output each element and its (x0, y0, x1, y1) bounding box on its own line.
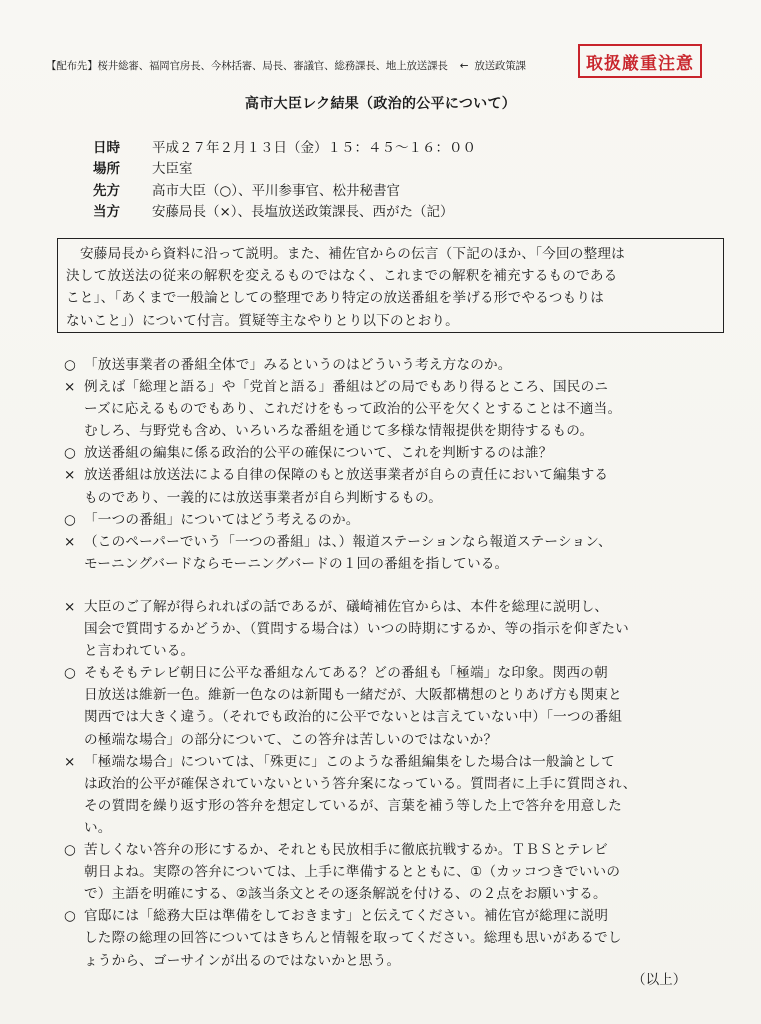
qa-item (64, 442, 724, 464)
qa-item (64, 751, 724, 839)
summary-line: こと」、「あくまで一般論としての整理であり特定の放送番組を挙げる形でやるつもりは (66, 290, 605, 307)
qa-line: 例えば「総理と語る」や「党首と語る」番組はどの局でもあり得るところ、国民のニ (84, 379, 609, 396)
meta-label: 場所 (93, 161, 120, 178)
distribution-header (46, 58, 526, 73)
qa-item (64, 376, 724, 442)
minister-marker: ○ (64, 665, 77, 682)
qa-text (84, 905, 724, 971)
minister-marker: ○ (64, 842, 77, 859)
qa-text (84, 509, 724, 531)
qa-text (84, 376, 724, 442)
meta-label: 当方 (93, 203, 120, 220)
qa-line: 官邸には「総務大臣は準備をしておきます」と伝えてください。補佐官が総理に説明 (84, 908, 609, 925)
summary-line: 決して放送法の従来の解釈を変えるものではなく、これまでの解釈を補充するものである (66, 268, 618, 285)
document-title: 高市大臣レク結果（政治的公平について） (244, 96, 517, 112)
qa-line: ーズに応えるものでもあり、これだけをもって政治的公平を欠くとすることは不適当。 (84, 401, 622, 418)
qa-line: 朝日よね。実際の答弁については、上手に準備するとともに、①（カッコつきでいいの (84, 864, 621, 881)
qa-line: の極端な場合」の部分について、この答弁は苦しいのではないか？ (84, 731, 498, 748)
meta-row (93, 202, 476, 223)
summary-line: 安藤局長から資料に沿って説明。また、補佐官からの伝言（下記のほか、「今回の整理は (80, 246, 625, 262)
bureau-marker: × (64, 379, 76, 396)
qa-text (84, 662, 724, 750)
qa-item (64, 662, 724, 750)
qa-line: と言われている。 (84, 643, 195, 660)
minister-marker: ○ (64, 908, 77, 925)
qa-text (84, 354, 724, 376)
bureau-marker: × (64, 467, 76, 484)
meeting-details (93, 138, 476, 223)
meta-value: 平成２７年２月１３日（金）１５：４５〜１６：００ (152, 140, 476, 156)
qa-item (64, 839, 724, 905)
qa-line: した際の総理の回答についてはきちんと情報を取ってください。総理も思いがあるでし (84, 930, 622, 947)
qa-line: 「極端な場合」については、「殊更に」このような番組編集をした場合は一般論として (84, 753, 615, 770)
bureau-marker: × (64, 599, 76, 615)
qa-line: 放送番組は放送法による自律の保障のもと放送事業者が自らの責任において編集する (84, 467, 609, 484)
summary-line: ないこと」）について付言。質疑等主なやりとり以下のとおり。 (66, 312, 459, 329)
qa-line: は政治的公平が確保されていないという答弁案になっている。質問者に上手に質問され、 (84, 775, 637, 792)
qa-line: 「放送事業者の番組全体で」みるというのはどういう考え方なのか。 (84, 357, 512, 373)
meta-label: 日時 (93, 140, 120, 156)
qa-line: で）主語を明確にする、②該当条文とその逐条解説を付ける、の２点をお願いする。 (84, 886, 607, 903)
meta-label: 先方 (93, 182, 120, 199)
qa-item (64, 464, 724, 508)
qa-line: 日放送は維新一色。維新一色なのは新聞も一緒だが、大阪都構想のとりあげ方も関東と (84, 687, 622, 704)
qa-item (64, 905, 724, 971)
meta-value: 大臣室 (152, 161, 193, 178)
qa-line: 放送番組の編集に係る政治的公平の確保について、これを判断するのは誰？ (84, 445, 553, 462)
qa-line: ょうから、ゴーサインが出るのではないかと思う。 (84, 952, 401, 969)
qa-line: そもそもテレビ朝日に公平な番組なんてある？どの番組も「極端」な印象。関西の朝 (84, 665, 608, 682)
qa-line: むしろ、与野党も含め、いろいろな番組を通じて多様な情報提供を期待するもの。 (84, 423, 594, 440)
minister-marker: ○ (64, 357, 77, 373)
meta-row (93, 159, 476, 180)
minister-marker: ○ (64, 511, 77, 528)
distribution-list: 【配布先】桜井総審、福岡官房長、今林括審、局長、審議官、総務課長、地上放送課長 (46, 60, 448, 72)
qa-line: 大臣のご了解が得られればの話であるが、礒崎補佐官からは、本件を総理に説明し、 (84, 599, 609, 615)
qa-text (84, 531, 724, 575)
qa-line: 国会で質問するかどうか、（質問する場合は）いつの時期にするか、等の指示を仰ぎたい (84, 621, 629, 638)
qa-text (84, 751, 724, 839)
qa-line: 関西では大きく違う。（それでも政治的に公平でないとは言えていない中）「一つの番組 (84, 709, 623, 726)
qa-line: 「一つの番組」についてはどう考えるのか。 (84, 511, 360, 528)
bureau-marker: × (64, 533, 76, 550)
qa-line: ものであり、一義的には放送事業者が自ら判断するもの。 (84, 489, 443, 506)
meta-value: 高市大臣（○）、平川参事官、松井秘書官 (152, 182, 401, 199)
qa-line: （このペーパーでいう「一つの番組」は、）報道ステーションなら報道ステーション、 (84, 533, 612, 550)
confidential-stamp: 取扱厳重注意 (578, 44, 702, 78)
qa-item (64, 354, 724, 376)
meta-row (93, 138, 476, 159)
qa-text (84, 839, 724, 905)
meta-value: 安藤局長（×）、長塩放送政策課長、西がた（記） (152, 203, 454, 220)
summary-box (57, 238, 724, 333)
qa-line: その質問を繰り返す形の答弁を想定しているが、言葉を補う等した上で答弁を用意した (84, 797, 622, 814)
left-arrow-icon: ← (459, 60, 469, 72)
qa-block-2 (64, 596, 724, 972)
qa-text (84, 442, 724, 464)
minister-marker: ○ (64, 445, 77, 462)
qa-text (84, 464, 724, 508)
closing-mark: （以上） (632, 972, 687, 988)
qa-line: い。 (84, 819, 112, 836)
qa-block-1 (64, 354, 724, 575)
qa-item (64, 596, 724, 662)
qa-text (84, 596, 724, 662)
qa-line: 苦しくない答弁の形にするか、それとも民放相手に徹底抗戦するか。ＴＢＳとテレビ (84, 842, 608, 859)
bureau-marker: × (64, 753, 76, 770)
issuing-section: 放送政策課 (474, 60, 526, 72)
qa-line: モーニングバードならモーニングバードの１回の番組を指している。 (84, 555, 509, 572)
meta-row (93, 181, 476, 202)
qa-item (64, 531, 724, 575)
qa-item (64, 509, 724, 531)
